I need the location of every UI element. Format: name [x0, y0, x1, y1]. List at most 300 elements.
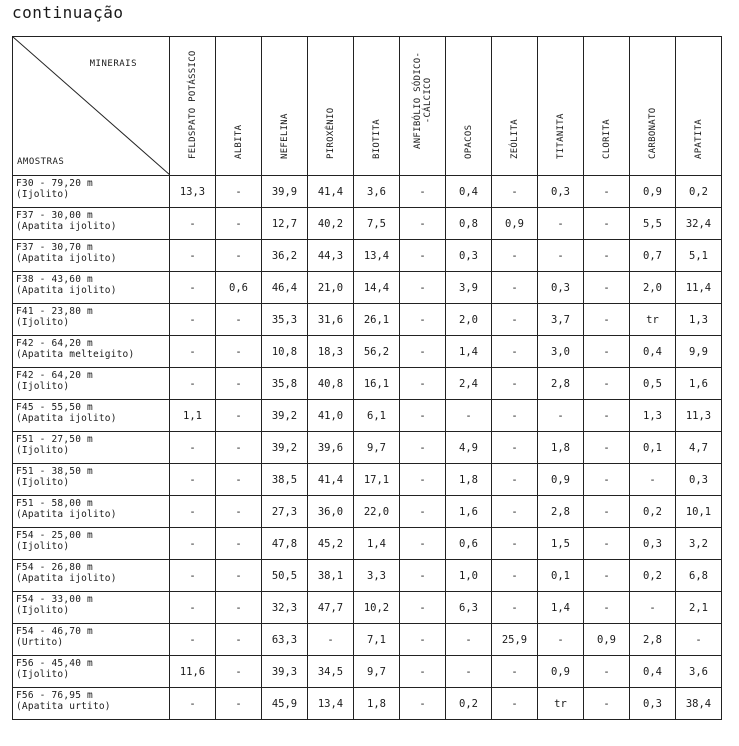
sample-cell: [13, 656, 170, 688]
value-cell: 27,3: [262, 496, 308, 528]
value-cell: 0,3: [630, 528, 676, 560]
value-cell: -: [216, 400, 262, 432]
value-cell: 35,8: [262, 368, 308, 400]
rock-type: (Apatita ijolito): [16, 221, 117, 232]
column-header: [492, 37, 538, 176]
sample-cell: [13, 240, 170, 272]
table-row: [13, 368, 722, 400]
sample-id: F30 - 79,20 m: [16, 178, 93, 189]
value-cell: 6,3: [446, 592, 492, 624]
value-cell: -: [400, 304, 446, 336]
value-cell: -: [584, 304, 630, 336]
table-row: [13, 272, 722, 304]
value-cell: 39,2: [262, 432, 308, 464]
value-cell: 4,9: [446, 432, 492, 464]
value-cell: -: [170, 336, 216, 368]
value-cell: -: [584, 592, 630, 624]
amostras-label: AMOSTRAS: [17, 157, 65, 167]
value-cell: 0,9: [584, 624, 630, 656]
table-row: [13, 336, 722, 368]
sample-id: F51 - 58,00 m: [16, 498, 93, 509]
value-cell: -: [676, 624, 722, 656]
value-cell: -: [584, 656, 630, 688]
value-cell: -: [584, 400, 630, 432]
value-cell: 0,7: [630, 240, 676, 272]
column-header-label: TITANITA: [555, 113, 566, 159]
value-cell: -: [492, 592, 538, 624]
column-header-label: ALBITA: [233, 124, 244, 159]
value-cell: 12,7: [262, 208, 308, 240]
value-cell: -: [400, 528, 446, 560]
rock-type: (Ijolito): [16, 669, 70, 680]
table-row: [13, 432, 722, 464]
table-row: [13, 240, 722, 272]
value-cell: 13,3: [170, 176, 216, 208]
rock-type: (Apatita ijolito): [16, 253, 117, 264]
value-cell: 1,8: [538, 432, 584, 464]
column-header-label: CARBONATO: [647, 107, 658, 159]
value-cell: 1,4: [354, 528, 400, 560]
rock-type: (Ijolito): [16, 317, 70, 328]
value-cell: 1,8: [354, 688, 400, 720]
value-cell: -: [400, 464, 446, 496]
value-cell: 14,4: [354, 272, 400, 304]
sample-cell: [13, 528, 170, 560]
value-cell: 2,8: [538, 496, 584, 528]
value-cell: 1,6: [446, 496, 492, 528]
table-row: [13, 400, 722, 432]
rock-type: (Apatita ijolito): [16, 509, 117, 520]
table-row: [13, 656, 722, 688]
value-cell: 0,3: [676, 464, 722, 496]
rock-type: (Ijolito): [16, 189, 70, 200]
value-cell: -: [584, 432, 630, 464]
value-cell: -: [400, 400, 446, 432]
value-cell: -: [170, 432, 216, 464]
value-cell: 3,7: [538, 304, 584, 336]
value-cell: -: [492, 304, 538, 336]
value-cell: 2,1: [676, 592, 722, 624]
value-cell: 3,2: [676, 528, 722, 560]
value-cell: 9,9: [676, 336, 722, 368]
value-cell: 1,8: [446, 464, 492, 496]
value-cell: 0,2: [446, 688, 492, 720]
value-cell: 39,6: [308, 432, 354, 464]
value-cell: -: [170, 528, 216, 560]
value-cell: 9,7: [354, 432, 400, 464]
sample-id: F54 - 25,00 m: [16, 530, 93, 541]
value-cell: 45,2: [308, 528, 354, 560]
value-cell: 1,0: [446, 560, 492, 592]
value-cell: -: [400, 240, 446, 272]
value-cell: -: [446, 656, 492, 688]
corner-header-cell: [13, 37, 170, 176]
column-header: [262, 37, 308, 176]
value-cell: -: [170, 368, 216, 400]
value-cell: 2,0: [630, 272, 676, 304]
value-cell: 0,2: [676, 176, 722, 208]
value-cell: 0,9: [538, 464, 584, 496]
table-row: [13, 624, 722, 656]
table-row: [13, 560, 722, 592]
value-cell: 63,3: [262, 624, 308, 656]
value-cell: 2,4: [446, 368, 492, 400]
value-cell: -: [400, 688, 446, 720]
column-header-label: BIOTITA: [371, 118, 382, 159]
rock-type: (Apatita ijolito): [16, 573, 117, 584]
value-cell: -: [170, 688, 216, 720]
table-row: [13, 208, 722, 240]
continuation-caption: continuação: [12, 3, 124, 22]
value-cell: -: [584, 368, 630, 400]
column-header: [538, 37, 584, 176]
value-cell: -: [492, 560, 538, 592]
rock-type: (Urtito): [16, 637, 64, 648]
rock-type: (Ijolito): [16, 445, 70, 456]
value-cell: 1,3: [630, 400, 676, 432]
sample-cell: [13, 336, 170, 368]
sample-cell: [13, 688, 170, 720]
value-cell: 22,0: [354, 496, 400, 528]
value-cell: 0,3: [630, 688, 676, 720]
value-cell: -: [400, 272, 446, 304]
value-cell: 13,4: [308, 688, 354, 720]
value-cell: 3,3: [354, 560, 400, 592]
mineral-composition-table: [12, 36, 722, 720]
header-row: [13, 37, 722, 176]
value-cell: -: [216, 336, 262, 368]
value-cell: 44,3: [308, 240, 354, 272]
sample-id: F38 - 43,60 m: [16, 274, 93, 285]
column-header-label: ZEÓLITA: [509, 118, 520, 159]
column-header-label: FELDSPATO POTÁSSICO: [187, 50, 198, 159]
column-header: [354, 37, 400, 176]
table-row: [13, 688, 722, 720]
minerais-label: MINERAIS: [89, 59, 137, 69]
value-cell: 10,8: [262, 336, 308, 368]
value-cell: 36,0: [308, 496, 354, 528]
value-cell: 31,6: [308, 304, 354, 336]
value-cell: 38,1: [308, 560, 354, 592]
value-cell: 5,5: [630, 208, 676, 240]
value-cell: -: [538, 400, 584, 432]
value-cell: -: [170, 272, 216, 304]
value-cell: 0,9: [492, 208, 538, 240]
sample-cell: [13, 368, 170, 400]
value-cell: -: [584, 208, 630, 240]
value-cell: 0,4: [630, 336, 676, 368]
value-cell: 16,1: [354, 368, 400, 400]
value-cell: 6,1: [354, 400, 400, 432]
value-cell: 0,6: [216, 272, 262, 304]
value-cell: 2,8: [538, 368, 584, 400]
value-cell: 50,5: [262, 560, 308, 592]
value-cell: 41,0: [308, 400, 354, 432]
value-cell: 26,1: [354, 304, 400, 336]
value-cell: 38,5: [262, 464, 308, 496]
rock-type: (Ijolito): [16, 477, 70, 488]
sample-id: F51 - 27,50 m: [16, 434, 93, 445]
column-header-label: APATITA: [693, 118, 704, 159]
value-cell: 11,6: [170, 656, 216, 688]
sample-cell: [13, 176, 170, 208]
value-cell: -: [170, 464, 216, 496]
value-cell: 1,4: [446, 336, 492, 368]
column-header: [400, 37, 446, 176]
value-cell: 0,4: [446, 176, 492, 208]
value-cell: -: [170, 496, 216, 528]
value-cell: -: [216, 656, 262, 688]
value-cell: -: [216, 432, 262, 464]
value-cell: -: [538, 208, 584, 240]
column-header: [216, 37, 262, 176]
sample-id: F45 - 55,50 m: [16, 402, 93, 413]
value-cell: -: [170, 592, 216, 624]
value-cell: 2,8: [630, 624, 676, 656]
value-cell: -: [170, 240, 216, 272]
sample-id: F56 - 45,40 m: [16, 658, 93, 669]
value-cell: 21,0: [308, 272, 354, 304]
value-cell: -: [216, 368, 262, 400]
value-cell: 41,4: [308, 464, 354, 496]
value-cell: 7,1: [354, 624, 400, 656]
value-cell: -: [630, 464, 676, 496]
value-cell: 3,6: [676, 656, 722, 688]
value-cell: -: [216, 464, 262, 496]
value-cell: 32,4: [676, 208, 722, 240]
value-cell: -: [492, 176, 538, 208]
sample-cell: [13, 624, 170, 656]
value-cell: -: [630, 592, 676, 624]
value-cell: -: [584, 336, 630, 368]
value-cell: 3,0: [538, 336, 584, 368]
value-cell: -: [170, 624, 216, 656]
sample-cell: [13, 272, 170, 304]
value-cell: 39,2: [262, 400, 308, 432]
value-cell: 47,8: [262, 528, 308, 560]
value-cell: -: [216, 496, 262, 528]
rock-type: (Apatita ijolito): [16, 413, 117, 424]
rock-type: (Ijolito): [16, 541, 70, 552]
column-header: [630, 37, 676, 176]
value-cell: 4,7: [676, 432, 722, 464]
value-cell: 10,2: [354, 592, 400, 624]
value-cell: -: [400, 560, 446, 592]
value-cell: 0,1: [538, 560, 584, 592]
value-cell: -: [170, 304, 216, 336]
value-cell: 45,9: [262, 688, 308, 720]
value-cell: 1,4: [538, 592, 584, 624]
value-cell: -: [308, 624, 354, 656]
value-cell: -: [492, 528, 538, 560]
value-cell: 25,9: [492, 624, 538, 656]
value-cell: -: [584, 272, 630, 304]
value-cell: -: [400, 656, 446, 688]
value-cell: -: [400, 496, 446, 528]
sample-id: F41 - 23,80 m: [16, 306, 93, 317]
sample-cell: [13, 208, 170, 240]
value-cell: -: [170, 560, 216, 592]
value-cell: 0,3: [538, 272, 584, 304]
sample-id: F42 - 64,20 m: [16, 338, 93, 349]
value-cell: 18,3: [308, 336, 354, 368]
sample-cell: [13, 400, 170, 432]
value-cell: -: [446, 400, 492, 432]
value-cell: 1,5: [538, 528, 584, 560]
value-cell: -: [170, 208, 216, 240]
value-cell: 0,2: [630, 496, 676, 528]
value-cell: 13,4: [354, 240, 400, 272]
value-cell: -: [400, 176, 446, 208]
value-cell: -: [492, 496, 538, 528]
value-cell: 0,3: [446, 240, 492, 272]
value-cell: -: [400, 336, 446, 368]
value-cell: 0,3: [538, 176, 584, 208]
value-cell: -: [584, 688, 630, 720]
rock-type: (Apatita urtito): [16, 701, 111, 712]
value-cell: 11,4: [676, 272, 722, 304]
value-cell: 1,6: [676, 368, 722, 400]
column-header: [676, 37, 722, 176]
rock-type: (Ijolito): [16, 605, 70, 616]
value-cell: 0,1: [630, 432, 676, 464]
column-header-label: NEFELINA: [279, 113, 290, 159]
table-row: [13, 304, 722, 336]
value-cell: 1,3: [676, 304, 722, 336]
value-cell: -: [400, 592, 446, 624]
value-cell: -: [216, 176, 262, 208]
sample-cell: [13, 304, 170, 336]
value-cell: 38,4: [676, 688, 722, 720]
value-cell: -: [584, 464, 630, 496]
sample-id: F56 - 76,95 m: [16, 690, 93, 701]
sample-id: F51 - 38,50 m: [16, 466, 93, 477]
value-cell: 0,5: [630, 368, 676, 400]
value-cell: 17,1: [354, 464, 400, 496]
value-cell: 34,5: [308, 656, 354, 688]
value-cell: -: [538, 240, 584, 272]
value-cell: 39,9: [262, 176, 308, 208]
value-cell: -: [216, 688, 262, 720]
value-cell: -: [492, 400, 538, 432]
column-header-label: OPACOS: [463, 124, 474, 159]
sample-id: F37 - 30,70 m: [16, 242, 93, 253]
table-row: [13, 176, 722, 208]
value-cell: -: [446, 624, 492, 656]
value-cell: -: [400, 208, 446, 240]
value-cell: 0,9: [630, 176, 676, 208]
sample-cell: [13, 464, 170, 496]
value-cell: 40,8: [308, 368, 354, 400]
value-cell: 10,1: [676, 496, 722, 528]
value-cell: 6,8: [676, 560, 722, 592]
value-cell: 36,2: [262, 240, 308, 272]
column-header: [308, 37, 354, 176]
value-cell: -: [216, 624, 262, 656]
value-cell: 1,1: [170, 400, 216, 432]
value-cell: -: [216, 240, 262, 272]
table-body: [13, 176, 722, 720]
table-row: [13, 464, 722, 496]
sample-cell: [13, 592, 170, 624]
value-cell: -: [492, 656, 538, 688]
value-cell: 3,9: [446, 272, 492, 304]
sample-id: F37 - 30,00 m: [16, 210, 93, 221]
value-cell: -: [216, 528, 262, 560]
diagonal-divider: [13, 37, 170, 175]
value-cell: 40,2: [308, 208, 354, 240]
value-cell: 0,6: [446, 528, 492, 560]
value-cell: 56,2: [354, 336, 400, 368]
column-header: [584, 37, 630, 176]
value-cell: 46,4: [262, 272, 308, 304]
value-cell: 39,3: [262, 656, 308, 688]
value-cell: 0,9: [538, 656, 584, 688]
value-cell: 3,6: [354, 176, 400, 208]
table-row: [13, 528, 722, 560]
value-cell: 11,3: [676, 400, 722, 432]
value-cell: -: [492, 464, 538, 496]
rock-type: (Ijolito): [16, 381, 70, 392]
column-header-label: PIROXÊNIO: [325, 107, 336, 159]
value-cell: -: [492, 272, 538, 304]
rock-type: (Apatita ijolito): [16, 285, 117, 296]
column-header-label: ANFIBÓLIO SÓDICO- -CÁLCICO: [412, 51, 433, 149]
value-cell: tr: [630, 304, 676, 336]
value-cell: 0,4: [630, 656, 676, 688]
sample-id: F54 - 46,70 m: [16, 626, 93, 637]
value-cell: 7,5: [354, 208, 400, 240]
value-cell: -: [216, 560, 262, 592]
value-cell: -: [492, 432, 538, 464]
value-cell: -: [492, 688, 538, 720]
value-cell: -: [400, 368, 446, 400]
value-cell: -: [584, 240, 630, 272]
value-cell: -: [216, 592, 262, 624]
value-cell: -: [216, 304, 262, 336]
value-cell: -: [400, 432, 446, 464]
value-cell: 47,7: [308, 592, 354, 624]
sample-cell: [13, 496, 170, 528]
value-cell: 35,3: [262, 304, 308, 336]
sample-cell: [13, 432, 170, 464]
table-row: [13, 496, 722, 528]
value-cell: 9,7: [354, 656, 400, 688]
value-cell: -: [492, 240, 538, 272]
value-cell: 2,0: [446, 304, 492, 336]
value-cell: -: [538, 624, 584, 656]
sample-id: F54 - 26,80 m: [16, 562, 93, 573]
value-cell: -: [216, 208, 262, 240]
value-cell: -: [584, 528, 630, 560]
value-cell: 5,1: [676, 240, 722, 272]
value-cell: 32,3: [262, 592, 308, 624]
rock-type: (Apatita melteigito): [16, 349, 135, 360]
value-cell: -: [584, 176, 630, 208]
sample-id: F54 - 33,00 m: [16, 594, 93, 605]
value-cell: 0,2: [630, 560, 676, 592]
value-cell: -: [584, 496, 630, 528]
table-row: [13, 592, 722, 624]
column-header: [446, 37, 492, 176]
value-cell: 41,4: [308, 176, 354, 208]
value-cell: tr: [538, 688, 584, 720]
column-header-label: CLORITA: [601, 118, 612, 159]
column-header: [170, 37, 216, 176]
value-cell: -: [400, 624, 446, 656]
sample-cell: [13, 560, 170, 592]
sample-id: F42 - 64,20 m: [16, 370, 93, 381]
